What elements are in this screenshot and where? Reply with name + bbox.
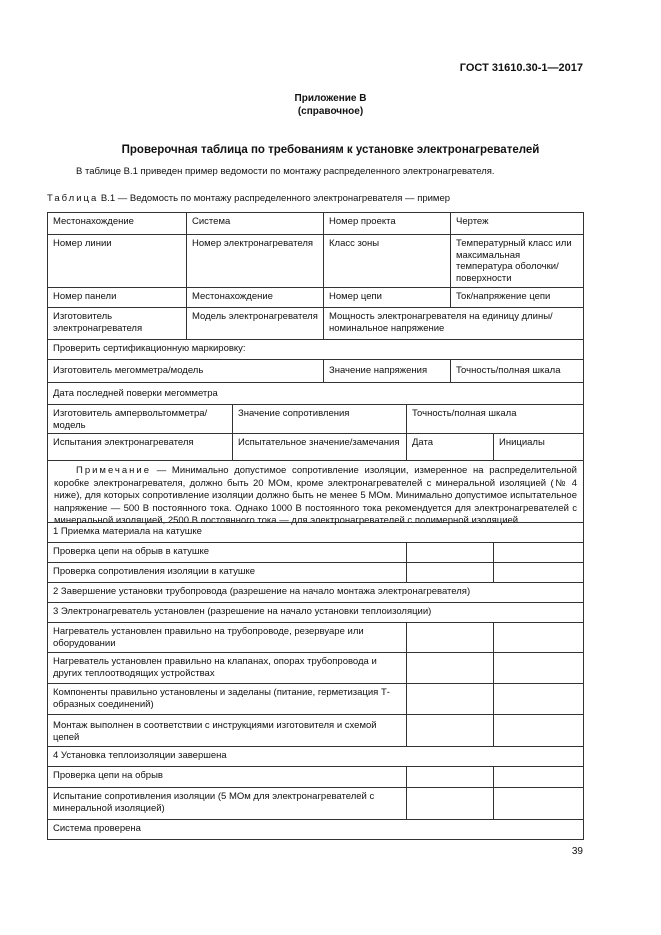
- table-row: [48, 652, 583, 683]
- table-cell: Номер линии: [53, 238, 112, 249]
- table-cell: Дата последней поверки мегомметра: [53, 388, 218, 399]
- table-cell: 1 Приемка материала на катушке: [53, 526, 202, 537]
- table-cell: [493, 623, 583, 652]
- note-label: Примечание: [76, 465, 151, 476]
- note-text: — Минимально допустимое сопротивление изоляции, измеренное на распределительной коробке электронагревателя, должно быть 20 МОм, кроме электронагревателей с минеральной изоляцией (№ 4 ниже), для которых сопротивление изоляции должно быть не менее 5 МОм. Минимально допустимое испытательное напряжение — 500 В постоянного тока. Однако 1000 В постоянного тока рекомендуется для электронагревателей с минеральной изоляцией, 2500 В постоянного тока — для электронагревателей с полимерной изоляцией.: [54, 465, 577, 526]
- table-cell: Точность/полная шкала: [406, 405, 583, 433]
- table-cell: Проверка цепи на обрыв: [53, 770, 163, 781]
- table-row: [48, 460, 583, 526]
- table-row: [48, 234, 583, 287]
- table-cell: [493, 653, 583, 683]
- table-cell: [406, 788, 493, 819]
- table-cell: Изготовитель ампервольтомметра/модель: [53, 408, 208, 431]
- table-row: [48, 522, 583, 542]
- table-row: [48, 382, 583, 404]
- appendix-heading: [0, 92, 661, 118]
- table-cell: [493, 767, 583, 787]
- table-cell: Класс зоны: [323, 235, 450, 287]
- appendix-subtitle: (справочное): [297, 106, 364, 117]
- table-cell: Проверить сертификационную маркировку:: [53, 343, 246, 354]
- table-row: [48, 433, 583, 460]
- table-row: [48, 213, 583, 234]
- table-cell: Чертеж: [450, 213, 583, 234]
- table-row: [48, 287, 583, 307]
- intro-paragraph: В таблице В.1 приведен пример ведомости по монтажу распределенного электронагревателя.: [76, 166, 495, 177]
- table-caption: [47, 193, 450, 204]
- table-row: [48, 766, 583, 787]
- table-cell: [493, 788, 583, 819]
- table-cell: Монтаж выполнен в соответствии с инструкциями изготовителя и схемой цепей: [53, 720, 377, 743]
- table-row: [48, 746, 583, 766]
- table-cell: [406, 715, 493, 746]
- table-cell: Номер электронагревателя: [186, 235, 323, 287]
- table-row: [48, 602, 583, 622]
- table-note: [48, 461, 583, 526]
- table-cell: Проверка цепи на обрыв в катушке: [53, 546, 210, 557]
- table-row: [48, 714, 583, 746]
- table-row: [48, 622, 583, 652]
- table-cell: Изготовитель электронагревателя: [53, 311, 143, 334]
- table-caption-text: В.1 — Ведомость по монтажу распределенного электронагревателя — пример: [98, 193, 451, 204]
- table-cell: [406, 653, 493, 683]
- table-caption-label: Таблица: [47, 193, 99, 204]
- table-cell: Испытания электронагревателя: [53, 437, 194, 448]
- table-cell: Мощность электронагревателя на единицу длины/номинальное напряжение: [323, 308, 583, 339]
- table-cell: Система: [186, 213, 323, 234]
- table-cell: [493, 563, 583, 582]
- table-row: [48, 359, 583, 382]
- section-title: Проверочная таблица по требованиям к установке электронагревателей: [121, 144, 540, 156]
- table-cell: Компоненты правильно установлены и заделаны (питание, герметизация Т-образных соединений): [53, 687, 390, 710]
- appendix-title: Приложение В: [294, 93, 367, 104]
- table-cell: Значение сопротивления: [232, 405, 406, 433]
- table-row: [48, 819, 583, 839]
- table-cell: Значение напряжения: [323, 360, 450, 382]
- table-cell: Модель электронагревателя: [186, 308, 323, 339]
- table-cell: Испытательное значение/замечания: [232, 434, 406, 460]
- table-row: [48, 683, 583, 714]
- page-number: 39: [571, 846, 583, 857]
- table-cell: Точность/полная шкала: [450, 360, 583, 382]
- table-cell: Номер проекта: [323, 213, 450, 234]
- table-row: [48, 582, 583, 602]
- table-row: [48, 404, 583, 433]
- table-cell: Температурный класс или максимальная температура оболочки/поверхности: [450, 235, 583, 287]
- table-cell: [493, 684, 583, 714]
- table-row: [48, 542, 583, 562]
- table-row: [48, 339, 583, 359]
- table-cell: Местонахождение: [53, 216, 134, 227]
- table-cell: [406, 563, 493, 582]
- table-cell: Система проверена: [53, 823, 141, 834]
- table-cell: 4 Установка теплоизоляции завершена: [53, 750, 227, 761]
- table-cell: Инициалы: [493, 434, 583, 460]
- table-cell: [406, 623, 493, 652]
- table-cell: Нагреватель установлен правильно на клапанах, опорах трубопровода и других теплоотводящих устройствах: [53, 656, 377, 679]
- table-cell: 2 Завершение установки трубопровода (разрешение на начало монтажа электронагревателя): [53, 586, 471, 597]
- table-cell: Изготовитель мегомметра/модель: [53, 365, 204, 376]
- table-row: [48, 307, 583, 339]
- standard-designation: ГОСТ 31610.30-1—2017: [459, 62, 583, 74]
- table-row: [48, 562, 583, 582]
- table-cell: Испытание сопротивления изоляции (5 МОм для электронагревателей с минеральной изоляцией): [53, 791, 375, 814]
- table-cell: [493, 543, 583, 562]
- table-cell: [406, 767, 493, 787]
- table-cell: [493, 715, 583, 746]
- table-cell: Местонахождение: [186, 288, 323, 307]
- checklist-table: [47, 212, 584, 840]
- table-cell: Ток/напряжение цепи: [450, 288, 583, 307]
- table-cell: Проверка сопротивления изоляции в катушке: [53, 566, 255, 577]
- table-row: [48, 787, 583, 819]
- table-cell: Нагреватель установлен правильно на трубопроводе, резервуаре или оборудовании: [53, 626, 364, 649]
- table-cell: Номер панели: [53, 291, 117, 302]
- table-cell: [406, 543, 493, 562]
- table-cell: [406, 684, 493, 714]
- table-cell: 3 Электронагреватель установлен (разрешение на начало установки теплоизоляции): [53, 606, 432, 617]
- table-cell: Номер цепи: [323, 288, 450, 307]
- table-cell: Дата: [406, 434, 493, 460]
